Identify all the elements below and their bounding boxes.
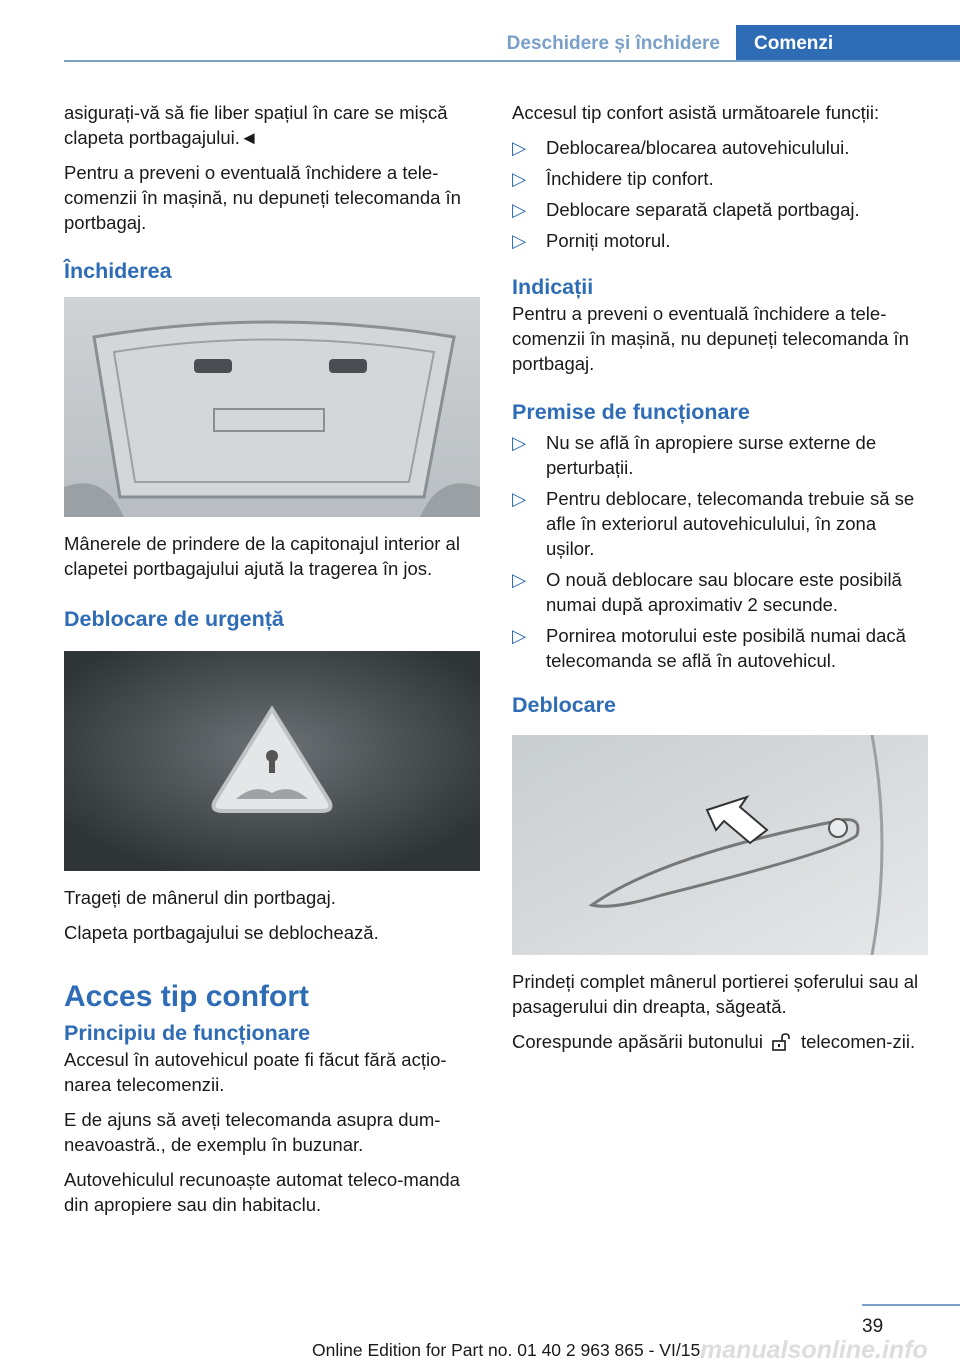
functions-list [512, 135, 928, 253]
list-item-text: O nouă deblocare sau blocare este posibilă numai după aproximativ 2 secunde. [546, 569, 902, 615]
heading-principiu: Principiu de funcționare [64, 1021, 311, 1045]
list-item [512, 197, 928, 222]
page-number: 39 [862, 1316, 884, 1337]
bullet-marker: ▷ [512, 199, 527, 220]
unlock-icon [771, 1033, 793, 1051]
bullet-marker: ▷ [512, 488, 527, 509]
heading-deblocare-urgenta: Deblocare de urgență [64, 607, 284, 631]
right-column [512, 100, 928, 1064]
premises-list [512, 430, 928, 673]
list-item-text: Deblocare separată clapetă portbagaj. [546, 199, 860, 220]
bullet-marker: ▷ [512, 569, 527, 590]
list-item-text: Pornirea motorului este posibilă numai dacă telecomanda se află în autovehicul. [546, 625, 906, 671]
list-item [512, 486, 928, 561]
header-section-title: Deschidere și închidere [506, 33, 720, 54]
trunk-lid-image [64, 297, 480, 517]
paragraph-part: telecomen‐zii. [800, 1031, 916, 1052]
header-chapter-tab: Comenzi [736, 25, 960, 62]
left-column [64, 100, 480, 1227]
paragraph: E de ajuns să aveți telecomanda asupra dum‐neavoastră., de exemplu în buzunar. [64, 1109, 441, 1155]
paragraph-part: Corespunde apăsării butonului [512, 1031, 763, 1052]
list-item [512, 135, 928, 160]
bullet-marker: ▷ [512, 230, 527, 251]
paragraph: Trageți de mânerul din portbagaj. [64, 887, 336, 908]
paragraph: Accesul în autovehicul poate fi făcut fără acțio‐narea telecomenzii. [64, 1049, 447, 1095]
header-rule [64, 60, 960, 62]
door-handle-image [512, 735, 928, 955]
heading-indicatii: Indicații [512, 275, 594, 299]
paragraph: Pentru a preveni o eventuală închidere a tele‐comenzii în mașină, nu depuneți telecomanda în portbagaj. [512, 303, 909, 374]
heading-premise: Premise de funcționare [512, 400, 750, 424]
list-item [512, 623, 928, 673]
paragraph: asigurați-vă să fie liber spațiul în care se mișcă clapeta portbagajului.◄ [64, 102, 448, 148]
list-item [512, 567, 928, 617]
bullet-marker: ▷ [512, 625, 527, 646]
paragraph: Pentru a preveni o eventuală închidere a tele‐comenzii în mașină, nu depuneți telecomanda în portbagaj. [64, 162, 461, 233]
heading-deblocare: Deblocare [512, 693, 616, 717]
paragraph: Clapeta portbagajului se deblochează. [64, 922, 379, 943]
bullet-marker: ▷ [512, 432, 527, 453]
heading-acces-tip-confort: Acces tip confort [64, 980, 310, 1013]
paragraph: Mânerele de prindere de la capitonajul interior al clapetei portbagajului ajută la tragerea în jos. [64, 533, 460, 579]
footer-rule [862, 1304, 960, 1306]
paragraph: Prindeți complet mânerul portierei șoferului sau al pasagerului din dreapta, săgeată. [512, 971, 919, 1017]
paragraph: Autovehiculul recunoaște automat teleco‐manda din apropiere sau din habitaclu. [64, 1169, 460, 1215]
list-item-text: Pentru deblocare, telecomanda trebuie să se afle în exteriorul autovehiculului, în zona ușilor. [546, 488, 915, 559]
bullet-marker: ▷ [512, 168, 527, 189]
paragraph: Accesul tip confort asistă următoarele funcții: [512, 102, 880, 123]
heading-inchiderea: Închiderea [64, 259, 172, 283]
list-item-text: Porniți motorul. [546, 230, 671, 251]
edition-footer: Online Edition for Part no. 01 40 2 963 865 - VI/15 [312, 1340, 701, 1360]
list-item [512, 166, 928, 191]
list-item [512, 228, 928, 253]
watermark: manualsonline.info [700, 1336, 928, 1364]
list-item-text: Închidere tip confort. [546, 168, 714, 189]
list-item-text: Nu se află în apropiere surse externe de perturbații. [546, 432, 877, 478]
paragraph [512, 1029, 928, 1054]
emergency-release-image [64, 651, 480, 871]
list-item-text: Deblocarea/blocarea autovehiculului. [546, 137, 850, 158]
bullet-marker: ▷ [512, 137, 527, 158]
list-item [512, 430, 928, 480]
